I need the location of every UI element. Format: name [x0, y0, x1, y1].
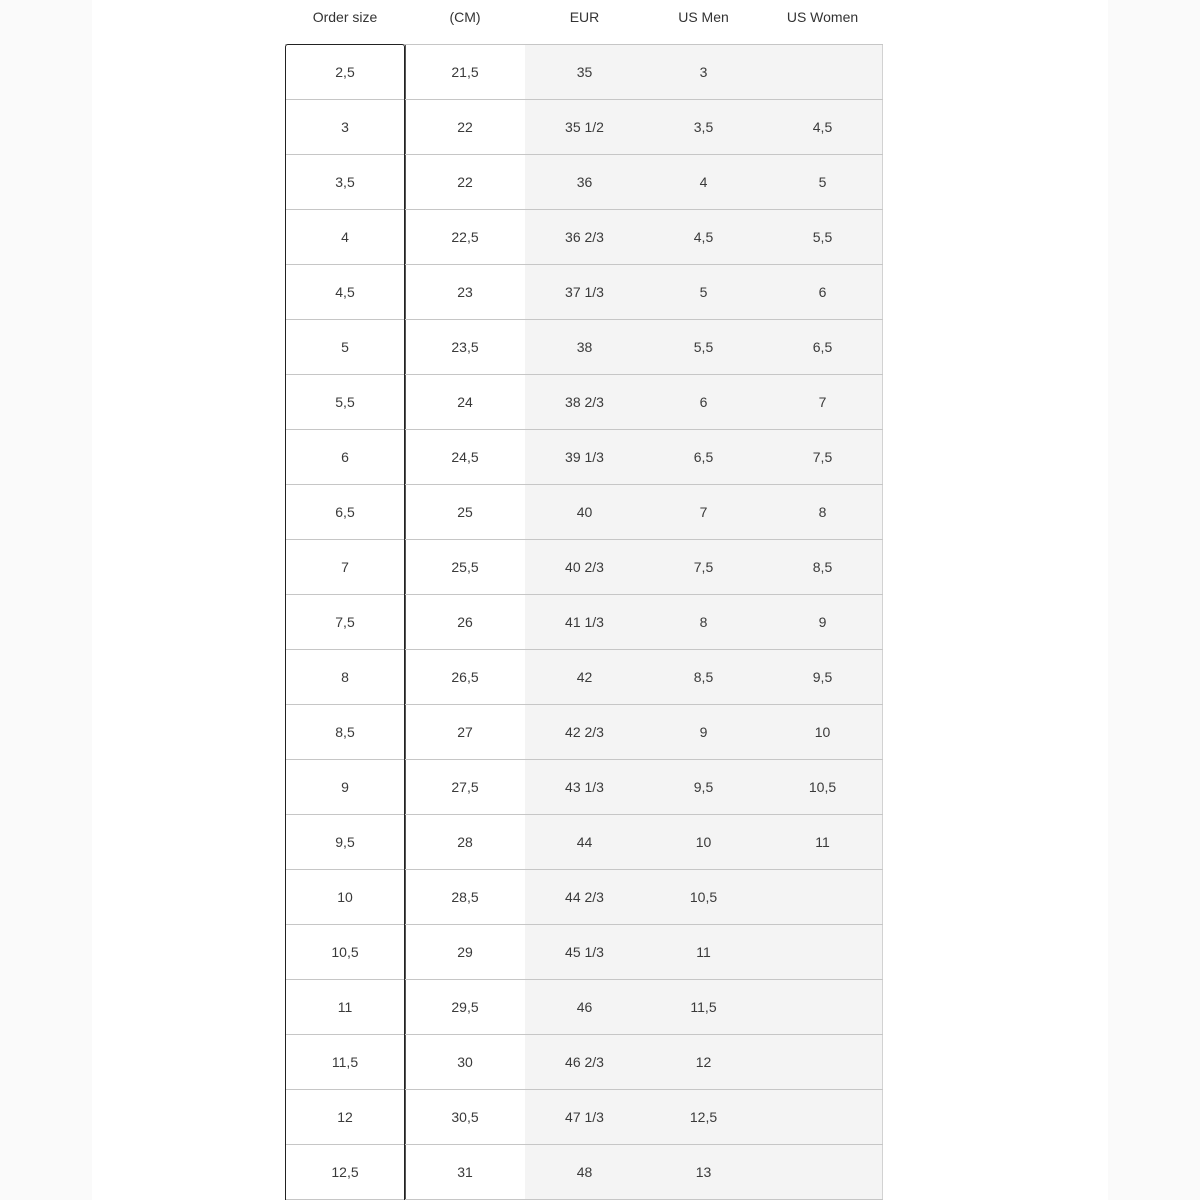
order-size-cell[interactable]: 8,5: [335, 724, 355, 740]
us-men-cell: 12,5: [689, 1109, 718, 1125]
us-men-cell: 12: [695, 1054, 712, 1070]
table-row[interactable]: [285, 320, 883, 375]
us-men-cell: 11,5: [690, 999, 717, 1015]
cm-cell: 26: [457, 614, 473, 630]
table-row[interactable]: [285, 44, 883, 100]
eur-cell: 42: [576, 669, 593, 685]
header-eur[interactable]: EUR: [569, 9, 600, 25]
table-row[interactable]: [285, 980, 883, 1035]
us-women-cell: [763, 1035, 882, 1089]
cm-cell: 22,5: [451, 229, 479, 245]
table-row[interactable]: [285, 1035, 883, 1090]
eur-cell: 43 1/3: [565, 779, 604, 795]
us-men-cell: 7,5: [693, 559, 714, 575]
table-row[interactable]: [285, 430, 883, 485]
eur-cell: 46 2/3: [565, 1054, 604, 1070]
order-size-cell[interactable]: 8: [341, 669, 349, 685]
eur-cell: 38: [576, 339, 593, 355]
order-size-cell[interactable]: 12,5: [331, 1164, 359, 1180]
eur-cell: 47 1/3: [565, 1109, 604, 1125]
cm-cell: 30,5: [451, 1109, 479, 1125]
eur-cell: 40 2/3: [565, 559, 604, 575]
us-women-cell: 9,5: [812, 669, 833, 685]
table-row[interactable]: [285, 870, 883, 925]
table-row[interactable]: [285, 485, 883, 540]
us-men-cell: 3,5: [693, 119, 714, 135]
us-men-cell: 4: [699, 174, 708, 190]
eur-cell: 40: [576, 504, 593, 520]
header-us-women[interactable]: US Women: [786, 9, 859, 25]
order-size-cell[interactable]: 3: [341, 119, 349, 135]
us-women-cell: 5: [818, 174, 827, 190]
table-row[interactable]: [285, 815, 883, 870]
header-us-men[interactable]: US Men: [678, 9, 729, 25]
table-row[interactable]: [285, 100, 883, 155]
table-row[interactable]: [285, 265, 883, 320]
order-size-cell[interactable]: 9,5: [335, 834, 355, 850]
eur-cell: 41 1/3: [565, 614, 604, 630]
us-women-cell: 8: [818, 504, 827, 520]
cm-cell: 26,5: [451, 669, 479, 685]
table-row[interactable]: [285, 1090, 883, 1145]
order-size-cell[interactable]: 5: [341, 339, 349, 355]
right-margin: [1108, 0, 1200, 1200]
order-size-cell[interactable]: 4,5: [335, 284, 355, 300]
us-men-cell: 10: [695, 834, 712, 850]
cm-cell: 25: [457, 504, 473, 520]
us-men-cell: 8,5: [693, 669, 714, 685]
eur-cell: 37 1/3: [565, 284, 604, 300]
cm-cell: 22: [457, 119, 473, 135]
eur-cell: 42 2/3: [565, 724, 604, 740]
cm-cell: 24: [457, 394, 473, 410]
header-order-size[interactable]: Order size: [312, 9, 378, 25]
us-men-cell: 5,5: [693, 339, 714, 355]
cm-cell: 24,5: [451, 449, 479, 465]
eur-cell: 36 2/3: [565, 229, 604, 245]
cm-cell: 29: [457, 944, 473, 960]
table-row[interactable]: [285, 760, 883, 815]
us-women-cell: 10,5: [808, 779, 837, 795]
order-size-cell[interactable]: 5,5: [335, 394, 355, 410]
table-row[interactable]: [285, 925, 883, 980]
order-size-cell[interactable]: 11,5: [331, 1054, 359, 1070]
cm-cell: 29,5: [451, 999, 479, 1015]
left-margin: [0, 0, 92, 1200]
us-women-cell: 7,5: [812, 449, 833, 465]
order-size-cell[interactable]: 3,5: [335, 174, 355, 190]
us-women-cell: 8,5: [812, 559, 833, 575]
order-size-cell[interactable]: 10,5: [331, 944, 359, 960]
us-women-cell: [763, 980, 882, 1034]
order-size-cell[interactable]: 7: [341, 559, 349, 575]
us-women-cell: [763, 870, 882, 924]
cm-cell: 23,5: [451, 339, 479, 355]
order-size-cell[interactable]: 11: [337, 999, 353, 1015]
size-chart-table: [285, 0, 883, 1200]
eur-cell: 46: [576, 999, 593, 1015]
table-header: [285, 0, 883, 44]
cm-cell: 28: [457, 834, 473, 850]
us-men-cell: 4,5: [693, 229, 714, 245]
us-men-cell: 7: [699, 504, 708, 520]
us-women-cell: 6: [818, 284, 827, 300]
us-women-cell: [763, 1090, 882, 1144]
table-row[interactable]: [285, 155, 883, 210]
us-men-cell: 6,5: [693, 449, 714, 465]
cm-cell: 31: [457, 1164, 473, 1180]
eur-cell: 35: [576, 64, 593, 80]
us-women-cell: 9: [818, 614, 827, 630]
table-body: [285, 44, 883, 1200]
order-size-cell[interactable]: 9: [341, 779, 349, 795]
us-men-cell: 3: [699, 64, 708, 80]
order-size-cell[interactable]: 12: [337, 1109, 353, 1125]
order-size-cell[interactable]: 6,5: [335, 504, 355, 520]
us-women-cell: 10: [814, 724, 831, 740]
us-men-cell: 6: [699, 394, 708, 410]
table-row[interactable]: [285, 540, 883, 595]
us-men-cell: 5: [699, 284, 708, 300]
us-women-cell: 6,5: [812, 339, 833, 355]
eur-cell: 44: [576, 834, 593, 850]
us-women-cell: [763, 925, 882, 979]
eur-cell: 45 1/3: [565, 944, 604, 960]
eur-cell: 36: [576, 174, 593, 190]
cm-cell: 27: [457, 724, 473, 740]
cm-cell: 25,5: [451, 559, 479, 575]
cm-cell: 27,5: [451, 779, 479, 795]
us-men-cell: 9: [699, 724, 708, 740]
eur-cell: 39 1/3: [565, 449, 604, 465]
us-women-cell: 5,5: [812, 229, 833, 245]
cm-cell: 23: [457, 284, 473, 300]
table-row[interactable]: [285, 210, 883, 265]
table-row[interactable]: [285, 1145, 883, 1200]
us-men-cell: 8: [699, 614, 708, 630]
eur-cell: 44 2/3: [565, 889, 604, 905]
eur-cell: 35 1/2: [565, 119, 604, 135]
order-size-cell[interactable]: 2,5: [335, 64, 355, 80]
table-row[interactable]: [285, 650, 883, 705]
us-women-cell: [763, 45, 882, 99]
table-row[interactable]: [285, 375, 883, 430]
header-cm[interactable]: (CM): [449, 9, 481, 25]
table-row[interactable]: [285, 705, 883, 760]
cm-cell: 22: [457, 174, 473, 190]
us-men-cell: 9,5: [693, 779, 714, 795]
order-size-cell[interactable]: 4: [341, 229, 349, 245]
us-women-cell: 7: [818, 394, 827, 410]
table-row[interactable]: [285, 595, 883, 650]
us-men-cell: 11: [696, 944, 711, 960]
order-size-cell[interactable]: 10: [337, 889, 353, 905]
cm-cell: 21,5: [451, 64, 479, 80]
us-women-cell: 11: [815, 834, 830, 850]
cm-cell: 30: [457, 1054, 473, 1070]
us-men-cell: 10,5: [689, 889, 718, 905]
order-size-cell[interactable]: 6: [341, 449, 349, 465]
us-women-cell: [763, 1145, 882, 1199]
order-size-cell[interactable]: 7,5: [335, 614, 355, 630]
us-women-cell: 4,5: [812, 119, 833, 135]
cm-cell: 28,5: [451, 889, 479, 905]
eur-cell: 48: [576, 1164, 593, 1180]
us-men-cell: 13: [695, 1164, 712, 1180]
eur-cell: 38 2/3: [565, 394, 604, 410]
